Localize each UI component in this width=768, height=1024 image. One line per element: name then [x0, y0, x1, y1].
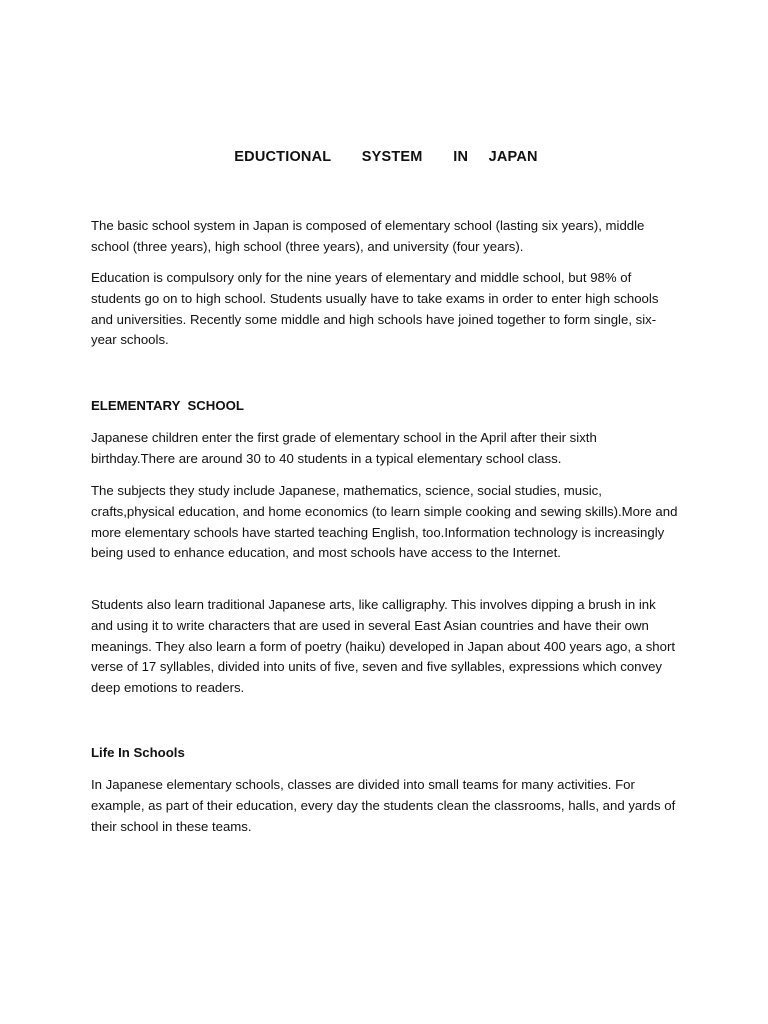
elementary-paragraph-1: Japanese children enter the first grade of elementary school in the April after their sixth birthday.There are around 30 to 40 students in a typical elementary school class. [91, 430, 597, 466]
elementary-paragraph-3: Students also learn traditional Japanese arts, like calligraphy. This involves dipping a brush in ink and using it to write characters that are used in several East Asian countries and have their own meanings. They also learn a form of poetry (haiku) developed in Japan about 400 years ago, a short verse of 17 syllables, divided into units of five, seven and five syllables, expressions which convey deep emotions to readers. [91, 597, 676, 696]
section-heading-life-in-schools: Life In Schools [91, 745, 185, 760]
intro-paragraph-1: The basic school system in Japan is composed of elementary school (lasting six years), middle school (three years), high school (three years), and university (four years). [91, 218, 645, 254]
life-in-schools-paragraph-1: In Japanese elementary schools, classes are divided into small teams for many activities. For example, as part of their education, every day the students clean the classrooms, halls, and yards of their school in these teams. [91, 777, 676, 834]
document-title: EDUCTIONAL SYSTEM IN JAPAN [234, 149, 538, 165]
section-heading-elementary-school: ELEMENTARY SCHOOL [91, 398, 244, 413]
elementary-paragraph-2: The subjects they study include Japanese, mathematics, science, social studies, music, crafts,physical education, and home economics (to learn simple cooking and sewing skills).More and more elementary schools have started teaching English, too.Information technology is increasingly being used to enhance education, and most schools have access to the Internet. [91, 483, 678, 561]
intro-paragraph-2: Education is compulsory only for the nine years of elementary and middle school, but 98% of students go on to high school. Students usually have to take exams in order to enter high schools and universities. Recently some middle and high schools have joined together to form single, six-year schools. [91, 270, 659, 348]
